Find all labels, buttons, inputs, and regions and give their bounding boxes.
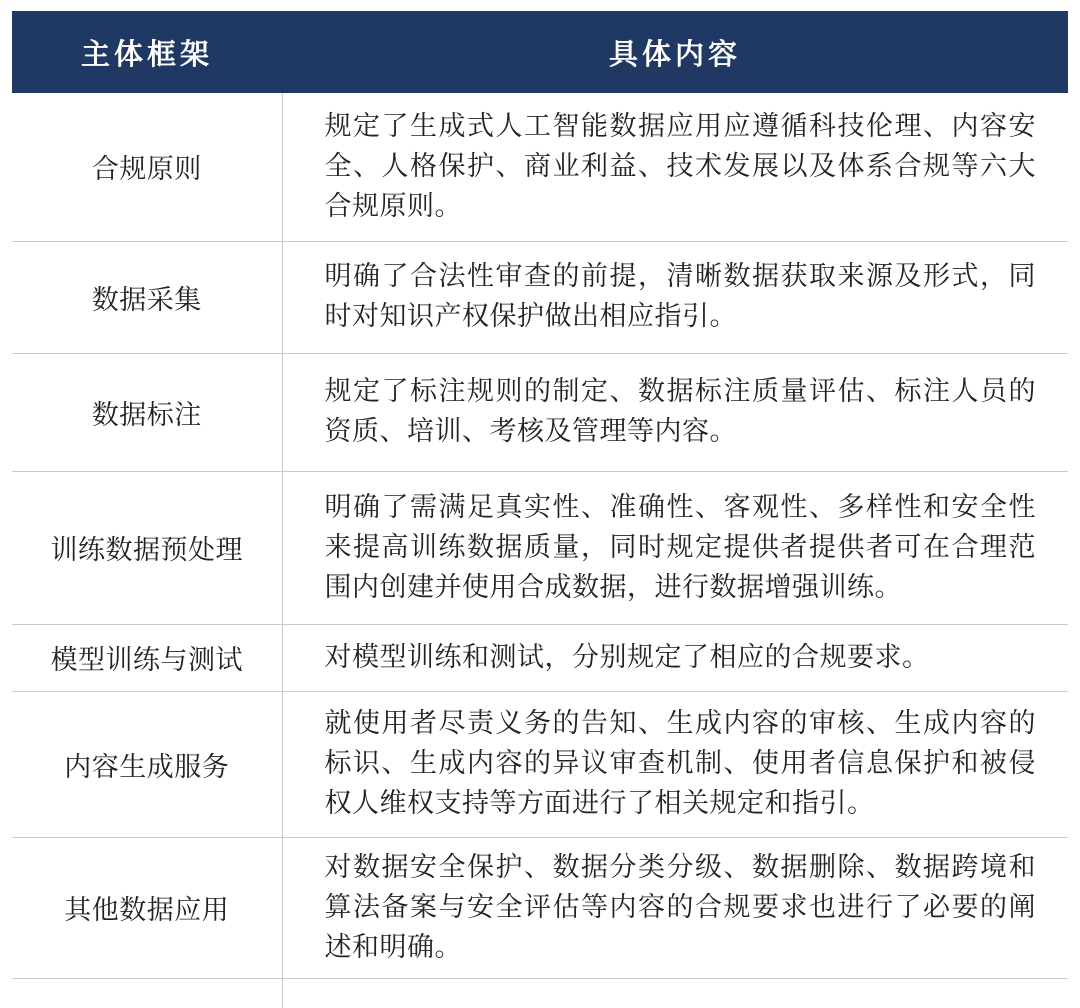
row-name-cell: 数据标注 — [12, 353, 282, 471]
table-row — [12, 837, 1068, 978]
table-row — [12, 624, 1068, 691]
row-content-cell-empty — [282, 978, 1068, 1008]
row-content-cell: 对数据安全保护、数据分类分级、数据删除、数据跨境和算法备案与安全评估等内容的合规要求也进行了必要的阐述和明确。 — [282, 837, 1068, 978]
row-name-cell: 其他数据应用 — [12, 837, 282, 978]
table-row-partial — [12, 978, 1068, 1008]
row-name-cell-empty — [12, 978, 282, 1008]
row-content-cell: 规定了生成式人工智能数据应用应遵循科技伦理、内容安全、人格保护、商业利益、技术发展以及体系合规等六大合规原则。 — [282, 93, 1068, 241]
table-row — [12, 93, 1068, 241]
table-row — [12, 691, 1068, 837]
header-framework: 主体框架 — [12, 11, 282, 93]
table-row — [12, 471, 1068, 624]
header-content: 具体内容 — [282, 11, 1068, 93]
framework-table — [12, 11, 1068, 1008]
row-content-cell: 明确了需满足真实性、准确性、客观性、多样性和安全性来提高训练数据质量，同时规定提供者提供者可在合理范围内创建并使用合成数据，进行数据增强训练。 — [282, 471, 1068, 624]
row-name-cell: 模型训练与测试 — [12, 624, 282, 691]
row-name-cell: 数据采集 — [12, 241, 282, 353]
row-name-cell: 合规原则 — [12, 93, 282, 241]
row-content-cell: 就使用者尽责义务的告知、生成内容的审核、生成内容的标识、生成内容的异议审查机制、使用者信息保护和被侵权人维权支持等方面进行了相关规定和指引。 — [282, 691, 1068, 837]
row-content-cell: 对模型训练和测试，分别规定了相应的合规要求。 — [282, 624, 1068, 691]
framework-table-container — [12, 11, 1068, 1008]
row-name-cell: 训练数据预处理 — [12, 471, 282, 624]
row-name-cell: 内容生成服务 — [12, 691, 282, 837]
table-row — [12, 353, 1068, 471]
table-row — [12, 241, 1068, 353]
header-row — [12, 11, 1068, 93]
table-header — [12, 11, 1068, 93]
row-content-cell: 规定了标注规则的制定、数据标注质量评估、标注人员的资质、培训、考核及管理等内容。 — [282, 353, 1068, 471]
table-body — [12, 93, 1068, 1008]
row-content-cell: 明确了合法性审查的前提，清晰数据获取来源及形式，同时对知识产权保护做出相应指引。 — [282, 241, 1068, 353]
